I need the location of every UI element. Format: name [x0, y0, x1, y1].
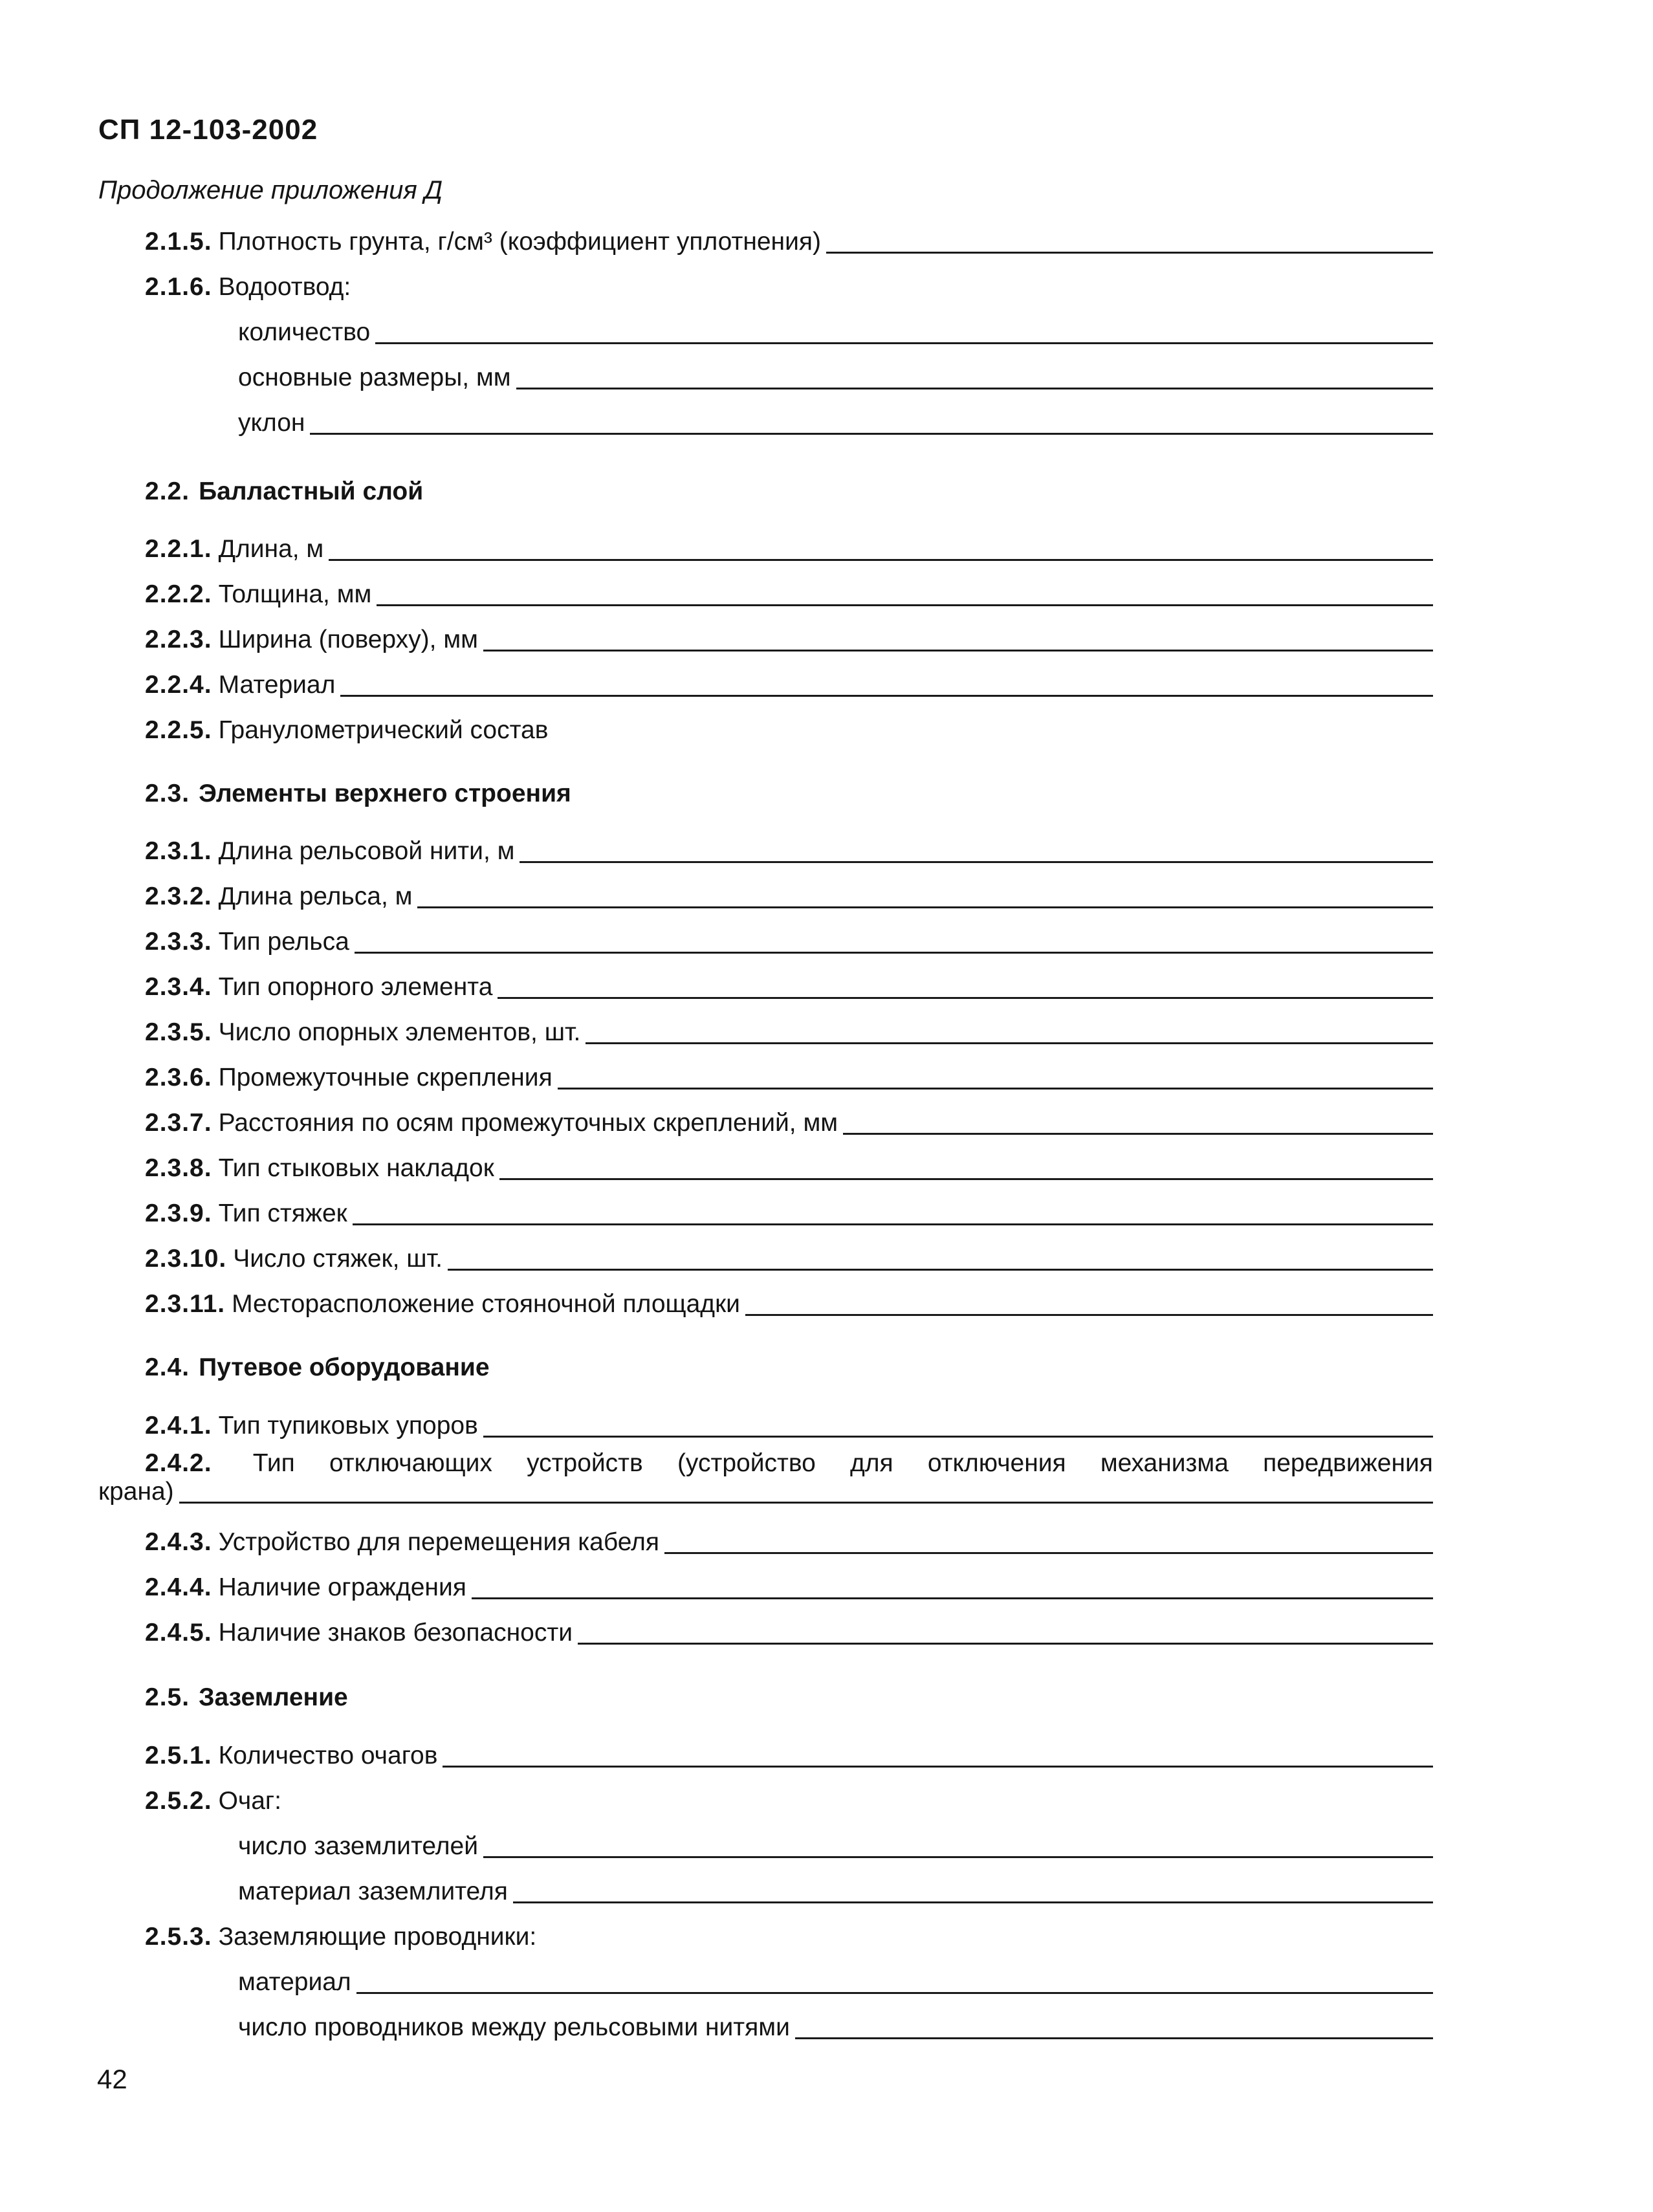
item-number: 2.4.3.: [145, 1528, 212, 1556]
fill-line[interactable]: [356, 1992, 1433, 1994]
section-number: 2.4.: [145, 1353, 190, 1381]
fill-line[interactable]: [586, 1042, 1433, 1044]
form-subrow-electrode-material: [238, 1870, 1433, 1906]
item-number: 2.3.2.: [145, 882, 212, 910]
fill-line[interactable]: [513, 1901, 1433, 1903]
section-number: 2.5.: [145, 1683, 190, 1711]
fill-line[interactable]: [826, 252, 1433, 254]
fill-line[interactable]: [664, 1552, 1433, 1554]
item-number: 2.3.5.: [145, 1018, 212, 1046]
item-word: передвижения: [1263, 1449, 1433, 1477]
fill-line[interactable]: [179, 1502, 1433, 1504]
form-subrow-quantity: [238, 311, 1433, 347]
fill-line[interactable]: [745, 1314, 1433, 1316]
continuation-note: Продолжение приложения Д: [98, 176, 443, 204]
section-title: Балластный слой: [199, 477, 424, 505]
fill-line[interactable]: [483, 1436, 1433, 1438]
item-number: 2.4.5.: [145, 1619, 212, 1647]
item-word: устройств: [527, 1449, 643, 1477]
item-label: Очаг:: [218, 1787, 281, 1815]
form-row-2-2-3: [145, 618, 1433, 654]
fill-line[interactable]: [483, 1856, 1433, 1858]
item-number: 2.3.10.: [145, 1245, 227, 1273]
item-word: отключения: [927, 1449, 1066, 1477]
item-label: Гранулометрический состав: [218, 716, 549, 744]
fill-line[interactable]: [516, 388, 1433, 389]
section-number: 2.3.: [145, 780, 190, 807]
form-row-2-1-6: [145, 265, 1433, 301]
form-row-2-2-4: [145, 663, 1433, 699]
item-label: Расстояния по осям промежуточных скреплений, мм: [218, 1109, 838, 1137]
fill-line[interactable]: [578, 1643, 1433, 1645]
item-number: 2.2.1.: [145, 535, 212, 563]
form-row-2-3-1: [145, 829, 1433, 866]
fill-line[interactable]: [795, 2037, 1433, 2039]
item-label: материал заземлителя: [238, 1878, 508, 1905]
item-number: 2.3.4.: [145, 973, 212, 1001]
item-number: 2.3.3.: [145, 928, 212, 956]
item-label: Длина рельсовой нити, м: [218, 837, 515, 865]
form-row-2-3-8: [145, 1146, 1433, 1183]
fill-line[interactable]: [329, 559, 1433, 561]
item-number: 2.5.3.: [145, 1923, 212, 1951]
fill-line[interactable]: [472, 1597, 1433, 1599]
item-number: 2.3.11.: [145, 1290, 226, 1318]
item-label: основные размеры, мм: [238, 364, 511, 391]
form-row-2-4-4: [145, 1566, 1433, 1602]
section-heading-superstructure: [145, 780, 571, 808]
fill-line[interactable]: [520, 861, 1433, 863]
item-word: для: [850, 1449, 893, 1477]
item-number: 2.3.9.: [145, 1199, 212, 1227]
item-number: 2.5.1.: [145, 1742, 212, 1769]
item-number: 2.2.3.: [145, 626, 212, 653]
form-row-2-2-2: [145, 573, 1433, 609]
form-row-2-4-5: [145, 1611, 1433, 1647]
item-label: Материал: [218, 671, 336, 699]
fill-line[interactable]: [417, 906, 1433, 908]
item-label: крана): [98, 1478, 174, 1506]
item-label: Водоотвод:: [218, 273, 351, 301]
item-label: Длина, м: [218, 535, 324, 563]
item-label: Месторасположение стояночной площадки: [232, 1290, 740, 1318]
item-number: 2.4.2.: [145, 1449, 212, 1477]
page-number: 42: [97, 2064, 127, 2094]
item-number: 2.3.7.: [145, 1109, 212, 1137]
fill-line[interactable]: [843, 1133, 1433, 1135]
form-row-2-5-1: [145, 1734, 1433, 1770]
form-row-2-3-10: [145, 1237, 1433, 1273]
item-label: количество: [238, 318, 371, 346]
item-number: 2.4.1.: [145, 1412, 212, 1440]
document-code: СП 12-103-2002: [98, 114, 318, 146]
fill-line[interactable]: [375, 342, 1433, 344]
item-label: Тип тупиковых упоров: [218, 1412, 478, 1440]
fill-line[interactable]: [483, 650, 1433, 652]
fill-line[interactable]: [558, 1088, 1433, 1090]
item-label: Наличие знаков безопасности: [218, 1619, 573, 1647]
fill-line[interactable]: [498, 997, 1433, 999]
form-row-2-3-7: [145, 1101, 1433, 1137]
fill-line[interactable]: [355, 952, 1433, 954]
section-title: Заземление: [199, 1683, 348, 1711]
fill-line[interactable]: [340, 695, 1433, 697]
section-heading-ballast: [145, 477, 423, 506]
item-number: 2.5.2.: [145, 1787, 212, 1815]
item-label: Тип рельса: [218, 928, 349, 956]
item-label: Толщина, мм: [218, 580, 372, 608]
form-row-2-5-2: [145, 1779, 1433, 1815]
item-label: Ширина (поверху), мм: [218, 626, 478, 653]
item-label: материал: [238, 1968, 351, 1996]
form-row-2-3-2: [145, 875, 1433, 911]
item-label: Количество очагов: [218, 1742, 438, 1769]
item-number: 2.4.4.: [145, 1573, 212, 1601]
item-number: 2.2.5.: [145, 716, 212, 744]
form-row-2-3-3: [145, 920, 1433, 956]
item-label: число проводников между рельсовыми нитями: [238, 2013, 790, 2041]
item-label: Заземляющие проводники:: [218, 1923, 537, 1951]
fill-line[interactable]: [377, 604, 1433, 606]
fill-line[interactable]: [499, 1178, 1433, 1180]
item-label: Устройство для перемещения кабеля: [218, 1528, 659, 1556]
item-number: 2.3.8.: [145, 1154, 212, 1182]
item-label: Тип опорного элемента: [218, 973, 493, 1001]
item-number: 2.1.6.: [145, 273, 212, 301]
form-row-2-3-4: [145, 965, 1433, 1002]
fill-line[interactable]: [448, 1269, 1433, 1271]
item-number: 2.1.5.: [145, 228, 212, 256]
form-row-2-3-9: [145, 1192, 1433, 1228]
fill-line[interactable]: [443, 1766, 1433, 1768]
item-label: число заземлителей: [238, 1832, 478, 1860]
item-label: уклон: [238, 409, 305, 437]
item-label: Наличие ограждения: [218, 1573, 466, 1601]
item-label: Тип стяжек: [218, 1199, 347, 1227]
item-number: 2.2.4.: [145, 671, 212, 699]
form-row-2-4-3: [145, 1520, 1433, 1557]
item-label: Длина рельса, м: [218, 882, 413, 910]
form-row-2-4-1: [145, 1404, 1433, 1440]
form-subrow-conductor-count: [238, 2006, 1433, 2042]
fill-line[interactable]: [353, 1223, 1433, 1225]
section-heading-grounding: [145, 1683, 348, 1712]
form-row-2-3-5: [145, 1011, 1433, 1047]
section-title: Элементы верхнего строения: [199, 780, 571, 807]
form-row-2-2-5: [145, 708, 1433, 745]
item-word: (устройство: [677, 1449, 816, 1477]
item-label: Плотность грунта, г/см³ (коэффициент уплотнения): [218, 228, 821, 256]
section-heading-track-equipment: [145, 1353, 490, 1382]
form-row-2-1-5: [145, 220, 1433, 256]
item-number: 2.3.6.: [145, 1064, 212, 1091]
section-number: 2.2.: [145, 477, 190, 505]
item-label: Число стяжек, шт.: [233, 1245, 443, 1273]
form-subrow-electrode-count: [238, 1824, 1433, 1861]
form-row-2-2-1: [145, 527, 1433, 564]
item-label: Тип стыковых накладок: [218, 1154, 494, 1182]
fill-line[interactable]: [310, 433, 1433, 435]
form-row-2-5-3: [145, 1915, 1433, 1951]
form-row-2-4-2-continuation: [98, 1470, 1433, 1506]
item-word: механизма: [1100, 1449, 1229, 1477]
item-number: 2.3.1.: [145, 837, 212, 865]
form-row-2-3-6: [145, 1056, 1433, 1092]
item-label: Число опорных элементов, шт.: [218, 1018, 581, 1046]
item-word: отключающих: [329, 1449, 492, 1477]
form-row-2-3-11: [145, 1282, 1433, 1319]
form-subrow-dimensions: [238, 356, 1433, 392]
item-number: 2.2.2.: [145, 580, 212, 608]
item-label: Промежуточные скрепления: [218, 1064, 553, 1091]
item-word: Тип: [252, 1449, 295, 1477]
form-subrow-conductor-material: [238, 1960, 1433, 1997]
section-title: Путевое оборудование: [199, 1353, 490, 1381]
form-subrow-slope: [238, 401, 1433, 437]
